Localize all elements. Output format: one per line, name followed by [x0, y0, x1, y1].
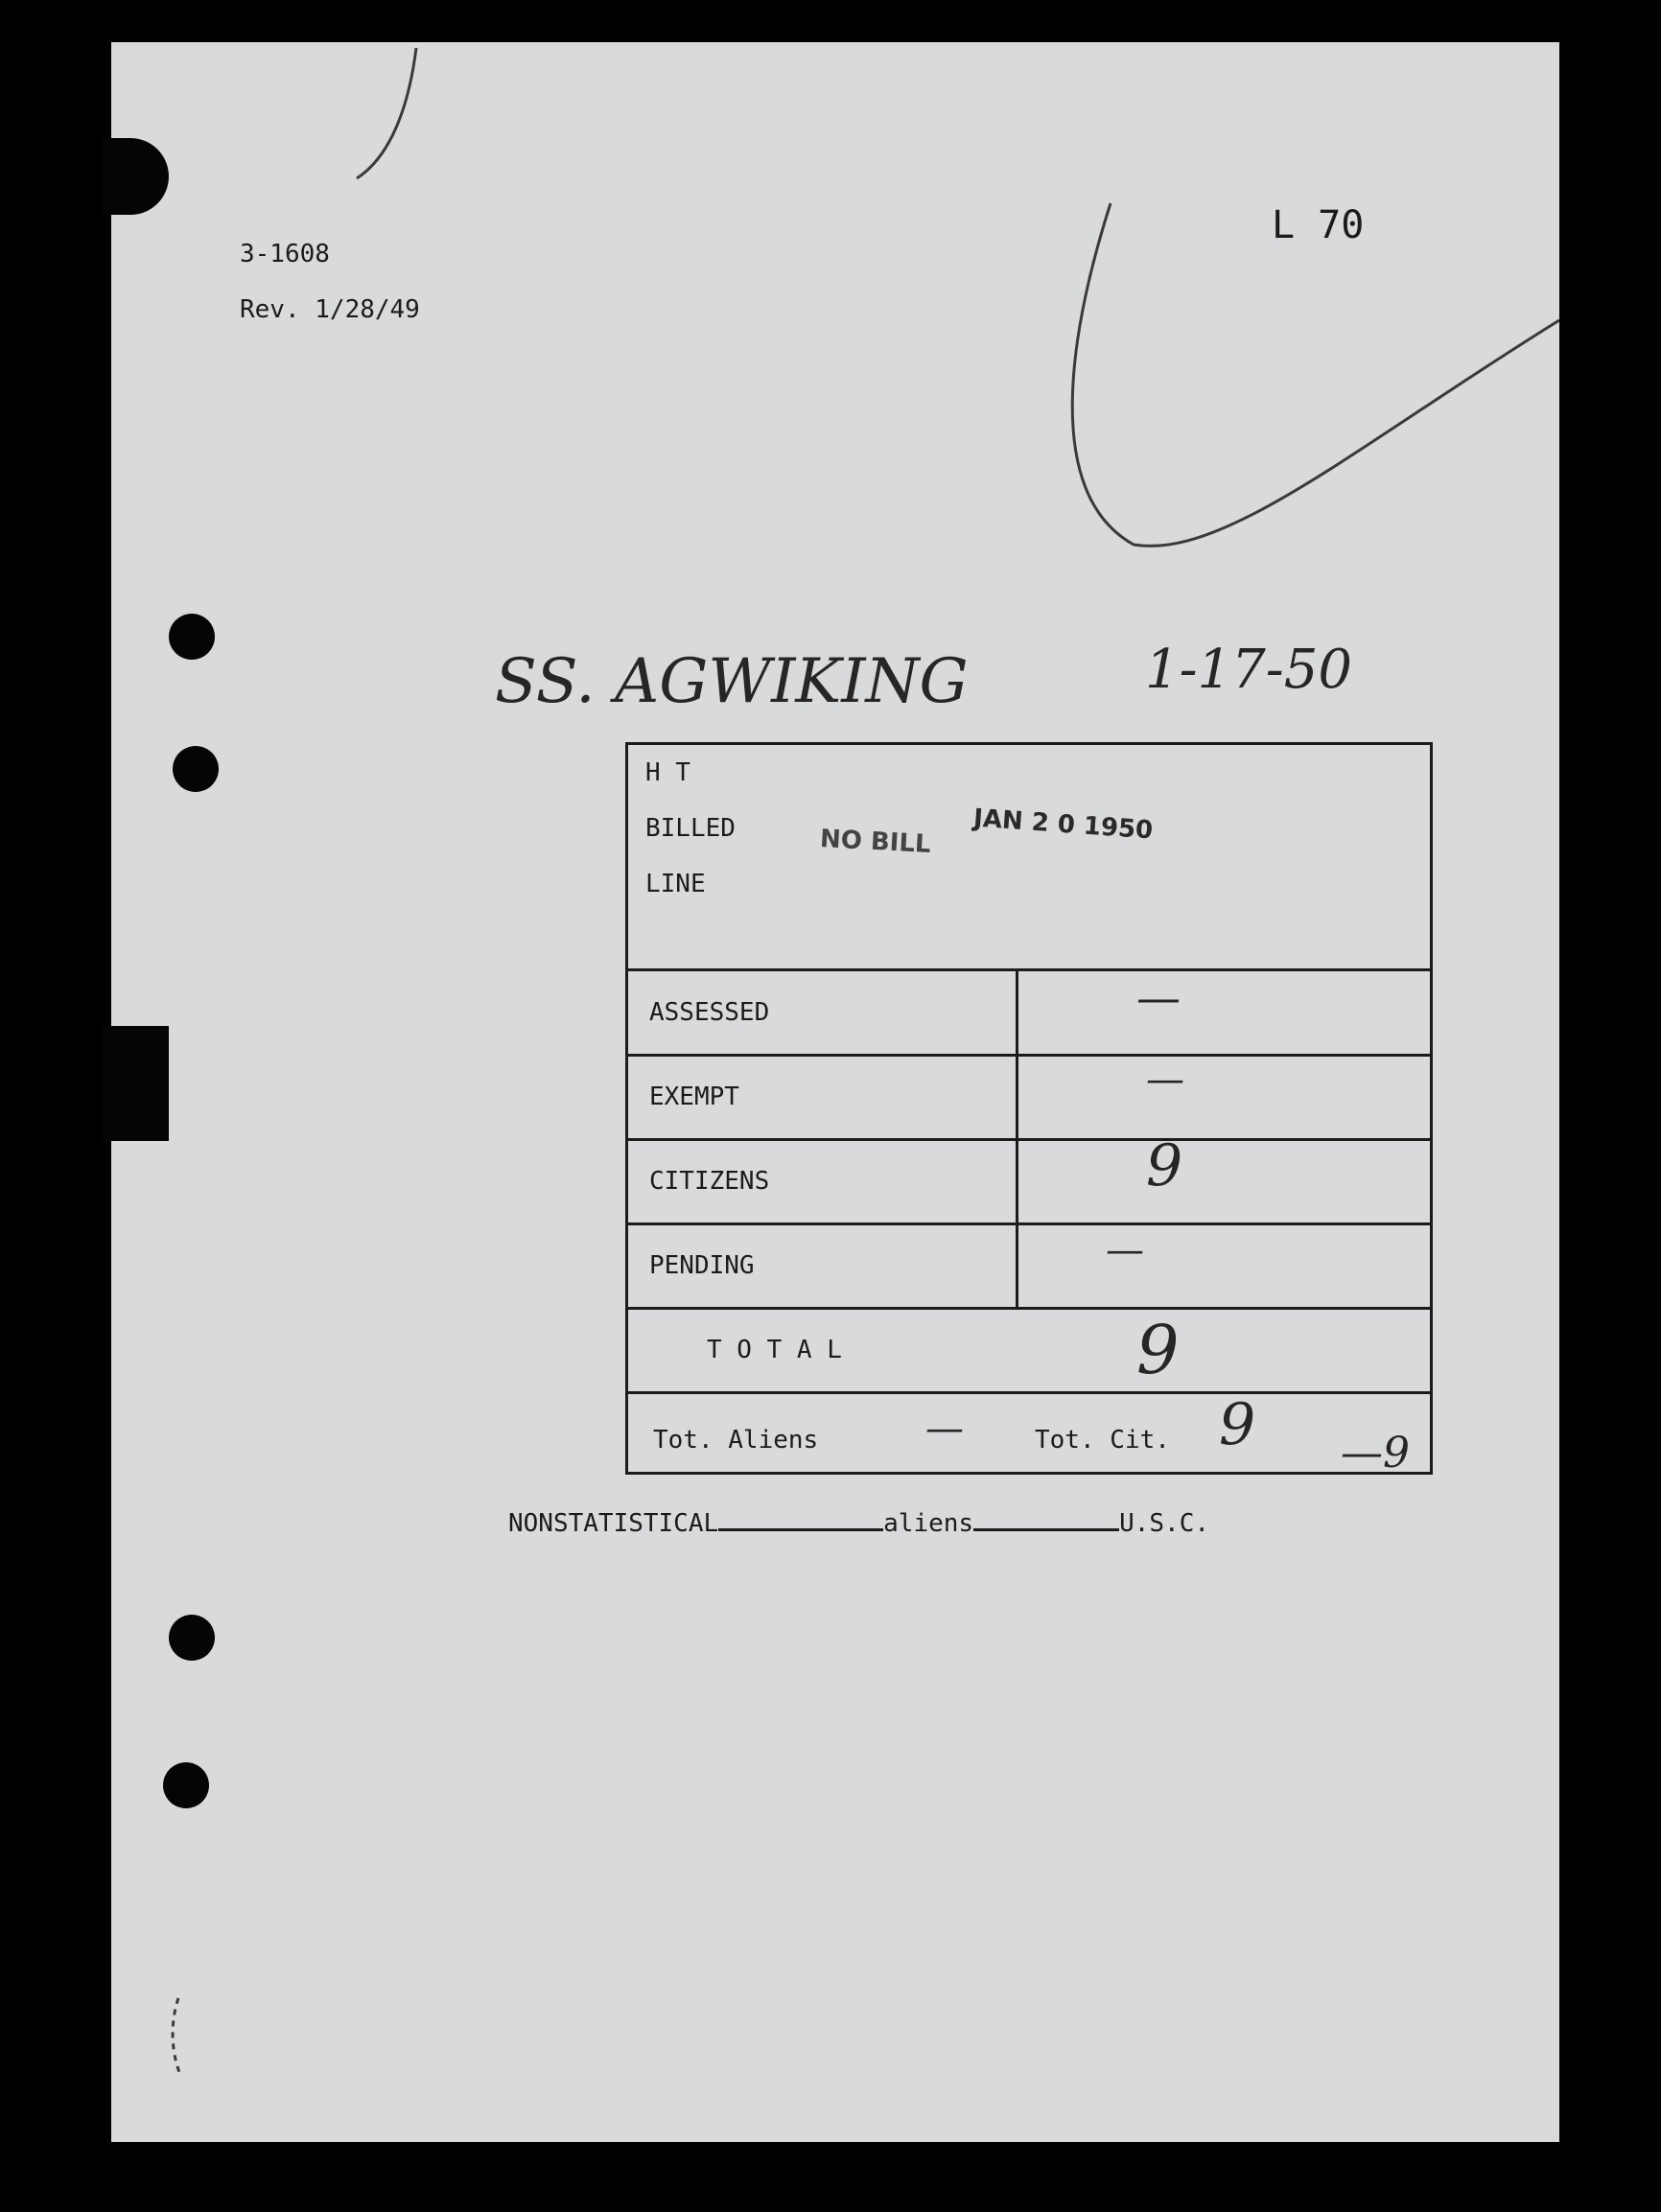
- pending-label: PENDING: [649, 1251, 755, 1280]
- punch-hole: [173, 746, 219, 792]
- exempt-value: —: [1146, 1058, 1184, 1102]
- assessed-label: ASSESSED: [649, 998, 770, 1027]
- ht-label: H T: [645, 758, 690, 787]
- tot-aliens-label: Tot. Aliens: [653, 1426, 819, 1455]
- pending-value: —: [1106, 1228, 1144, 1272]
- date-stamp: JAN 2 0 1950: [972, 803, 1155, 846]
- punch-hole: [163, 1762, 209, 1808]
- usc-label: U.S.C.: [1119, 1509, 1209, 1538]
- citizens-value: 9: [1146, 1132, 1183, 1199]
- nonstatistical-line: [508, 1509, 1209, 1538]
- manifest-form-table: [625, 742, 1433, 1475]
- torn-edge-mark: [102, 1026, 169, 1141]
- tot-cit-label: Tot. Cit.: [1035, 1426, 1170, 1455]
- divider: [628, 1138, 1430, 1141]
- document-page: [111, 42, 1559, 2142]
- pencil-marks: [111, 42, 1559, 713]
- column-divider: [1016, 968, 1018, 1307]
- arrival-date: 1-17-50: [1145, 639, 1352, 701]
- vessel-name: SS. AGWIKING: [495, 646, 969, 717]
- exempt-label: EXEMPT: [649, 1083, 739, 1111]
- divider: [628, 1054, 1430, 1057]
- nonstatistical-blank: [718, 1528, 883, 1531]
- divider: [628, 1391, 1430, 1394]
- margin-note: —9: [1341, 1429, 1410, 1478]
- punch-hole: [169, 1615, 215, 1661]
- tot-cit-value: 9: [1219, 1391, 1256, 1458]
- form-number: 3-1608: [240, 240, 330, 268]
- line-label: LINE: [645, 870, 706, 898]
- divider: [628, 968, 1430, 971]
- nonstatistical-label: NONSTATISTICAL: [508, 1509, 719, 1538]
- assessed-value: —: [1136, 971, 1181, 1023]
- pencil-mark-lower: [159, 1989, 198, 2084]
- tot-aliens-value: —: [925, 1407, 964, 1451]
- divider: [628, 1222, 1430, 1225]
- page-number: L 70: [1272, 203, 1365, 247]
- divider: [628, 1307, 1430, 1310]
- citizens-label: CITIZENS: [649, 1167, 770, 1196]
- billed-label: BILLED: [645, 814, 736, 843]
- aliens-label: aliens: [883, 1509, 974, 1538]
- aliens-blank: [973, 1528, 1119, 1531]
- total-value: 9: [1136, 1311, 1180, 1389]
- no-bill-stamp: NO BILL: [819, 824, 932, 860]
- form-revision: Rev. 1/28/49: [240, 295, 420, 324]
- total-label: T O T A L: [707, 1336, 842, 1364]
